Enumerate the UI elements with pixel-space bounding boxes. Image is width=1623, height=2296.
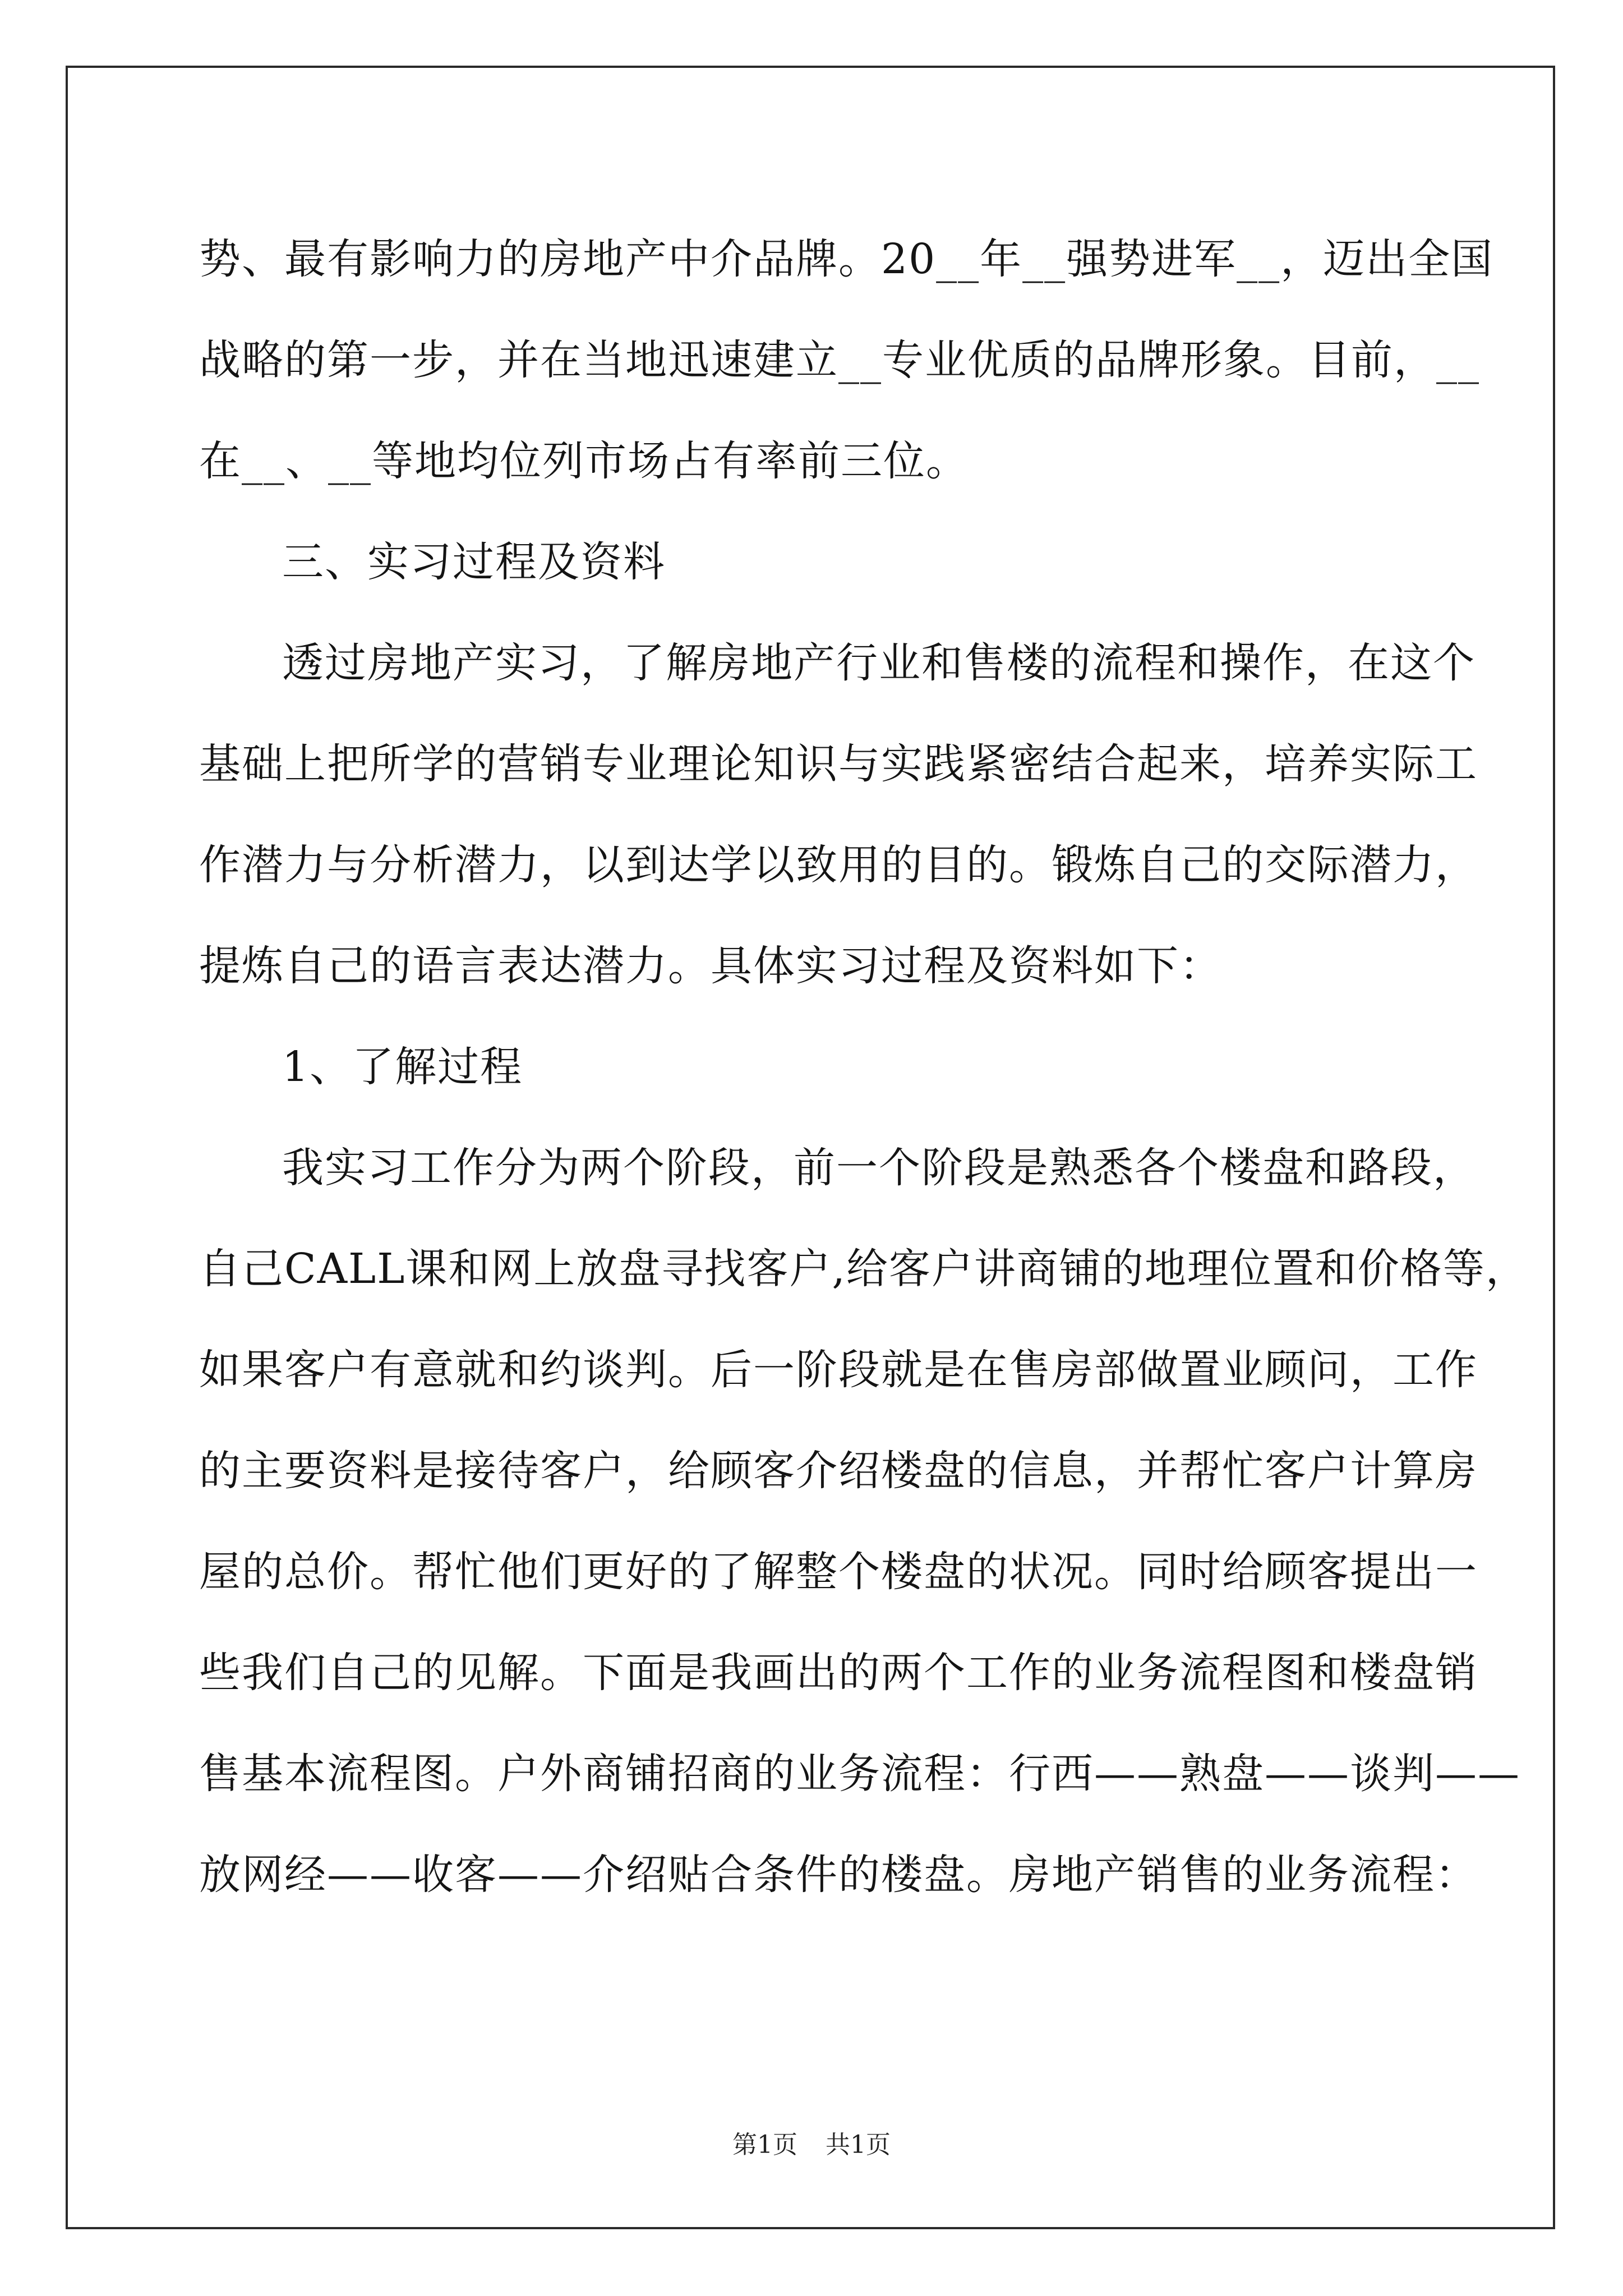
page-number-total: 共1页 [826, 2131, 891, 2159]
text-line: 我实习工作分为两个阶段，前一个阶段是熟悉各个楼盘和路段， [282, 1144, 1476, 1192]
text-line: 屋的总价。帮忙他们更好的了解整个楼盘的状况。同时给顾客提出一 [199, 1548, 1478, 1596]
text-line: 战略的第一步，并在当地迅速建立__专业优质的品牌形象。目前，__ [199, 336, 1480, 384]
text-line: 提炼自己的语言表达潜力。具体实习过程及资料如下： [199, 942, 1222, 990]
page-number-current: 第1页 [732, 2131, 797, 2159]
text-line: 售基本流程图。户外商铺招商的业务流程：行西——熟盘——谈判—— [199, 1750, 1520, 1798]
text-line: 放网经——收客——介绍贴合条件的楼盘。房地产销售的业务流程： [199, 1851, 1478, 1899]
text-line: 在__、__等地均位列市场占有率前三位。 [199, 437, 969, 485]
document-body [199, 209, 1528, 1925]
text-line: 自己CALL课和网上放盘寻找客户,给客户讲商铺的地理位置和价格等， [199, 1245, 1528, 1293]
text-line: 如果客户有意就和约谈判。后一阶段就是在售房部做置业顾问，工作 [199, 1346, 1478, 1394]
page-footer [0, 2128, 1623, 2162]
text-line: 透过房地产实习，了解房地产行业和售楼的流程和操作，在这个 [282, 639, 1476, 687]
text-line: 势、最有影响力的房地产中介品牌。20__年__强势进军__，迈出全国 [199, 235, 1494, 283]
text-line: 基础上把所学的营销专业理论知识与实践紧密结合起来，培养实际工 [199, 740, 1478, 788]
text-line: 1、了解过程 [282, 1043, 523, 1091]
text-line: 三、实习过程及资料 [282, 538, 666, 586]
text-line: 作潜力与分析潜力，以到达学以致用的目的。锻炼自己的交际潜力， [199, 841, 1478, 889]
text-line: 些我们自己的见解。下面是我画出的两个工作的业务流程图和楼盘销 [199, 1649, 1478, 1697]
text-line: 的主要资料是接待客户，给顾客介绍楼盘的信息，并帮忙客户计算房 [199, 1447, 1478, 1495]
